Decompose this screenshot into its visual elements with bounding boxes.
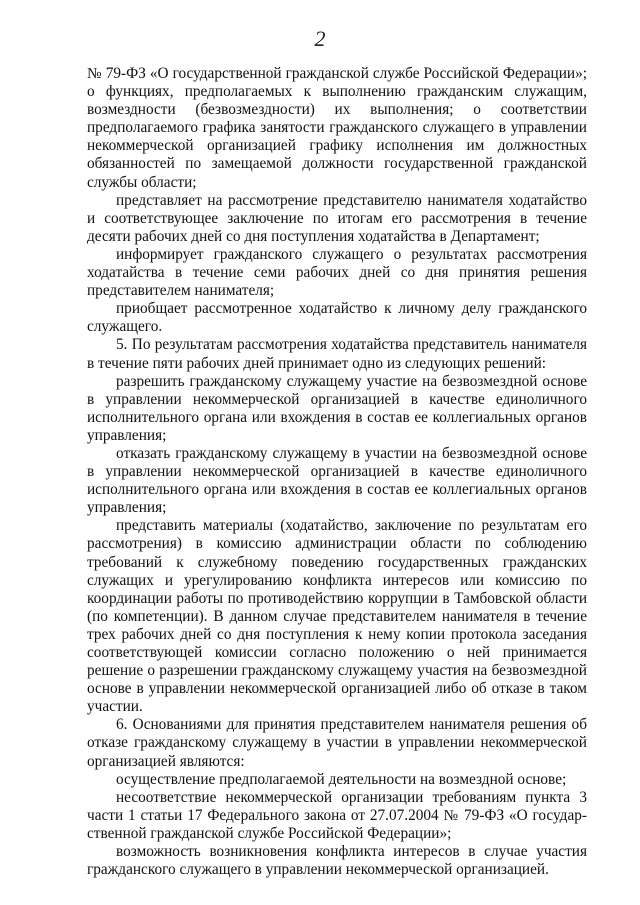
- paragraph: представить материалы (ходатайство, заключение по результатам его рассмотрения) в комиссию администрации области по соблюдению требований к служебному поведению государственных гражданских служащих и урегулированию конфликта интересов или комиссию по координации работы по противодействию коррупции в Тамбовской области (по компетенции). В данном случае представителем нанимателя в течение трех рабочих дней со дня поступления к нему копии протокола заседания соответствующей комиссии согласно положению о ней принимается решение о разрешении гражданскому служащему участия на безвозмездной основе в управлении некоммерческой организацией либо об отказе в таком участии.: [87, 517, 587, 716]
- paragraph: возможность возникновения конфликта интересов в случае участия гражданского служащего в управлении некоммерческой организацией.: [87, 843, 587, 879]
- paragraph: представляет на рассмотрение представителю нанимателя ходатайство и соответствующее заключение по итогам его рассмотрения в течение десяти рабочих дней со дня поступления ходатайства в Департамент;: [87, 191, 587, 245]
- paragraph: отказать гражданскому служащему в участии на безвозмездной основе в управлении некоммерческой организацией в качестве единоличного исполнительного органа или вхождения в состав ее коллегиальных органов управления;: [87, 444, 587, 517]
- paragraph: осуществление предполагаемой деятельности на возмездной основе;: [116, 770, 567, 788]
- page-number: 2: [314, 26, 326, 51]
- paragraph: информирует гражданского служащего о результатах рассмотрения ходатайства в течение семи рабочих дней со дня принятия решения представителем нанимателя;: [87, 245, 587, 300]
- paragraph: 5. По результатам рассмотрения ходатайства представитель нанимателя в течение пяти рабочих дней принимает одно из следующих решений:: [87, 336, 587, 372]
- paragraph: приобщает рассмотренное ходатайство к личному делу гражданского служащего.: [87, 300, 587, 336]
- paragraph: 6. Основаниями для принятия представителем нанимателя решения об отказе гражданскому служащему в участии в управлении некоммерческой организацией являются:: [87, 716, 587, 770]
- body-text: [87, 65, 587, 879]
- paragraph: несоответствие некоммерческой организации требованиям пункта 3 части 1 статьи 17 Федерального закона от 27.07.2004 № 79-ФЗ «О государственной гражданской службе Российской Федерации»;: [87, 788, 587, 842]
- paragraph: № 79-ФЗ «О государственной гражданской службе Российской Федерации»; о функциях, предполагаемых к выполнению гражданским служащим, возмездности (безвозмездности) их выполнения; о соответствии предполагаемого графика занятости гражданского служащего в управлении некоммерческой организацией графику исполнения им должностных обязанностей по замещаемой должности государственной гражданской службы области;: [87, 65, 587, 191]
- paragraph: разрешить гражданскому служащему участие на безвозмездной основе в управлении некоммерческой организацией в качестве единоличного исполнительного органа или вхождения в состав ее коллегиальных органов управления;: [87, 372, 587, 444]
